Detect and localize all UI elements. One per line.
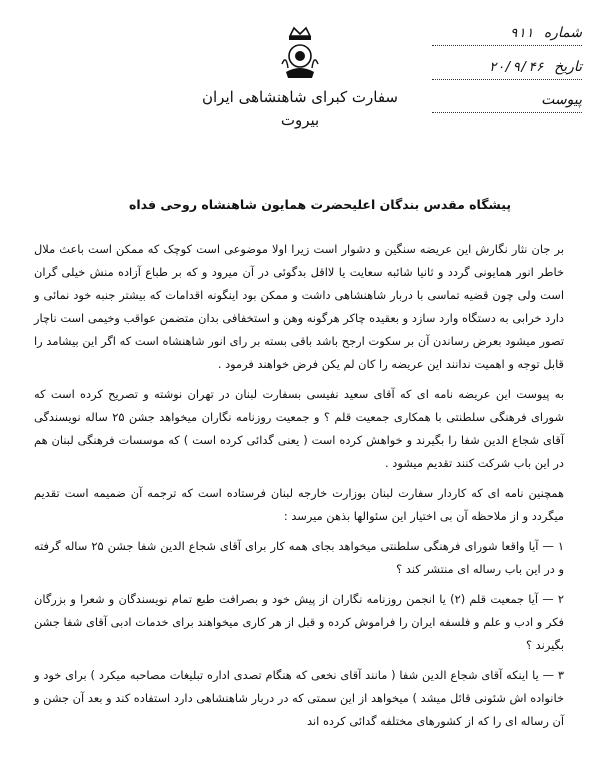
question-1: ۱ — آیا واقعا شورای فرهنگی سلطنتی میخواهد بجای همه کار برای آقای شجاع الدین شفا جشن ۲۵ ساله گرفته و در این باب رساله ای منتشر کند ؟ — [34, 539, 564, 576]
body-paragraph-3: همچنین نامه ای که کاردار سفارت لبنان بوزارت خارجه لبنان فرستاده است که ترجمه آن ضمیمه است تقدیم میگردد و از ملاحظه آن بی اختیار این سئوالها بذهن میرسد : — [34, 486, 564, 523]
embassy-name: سفارت کبرای شاهنشاهی ایران — [202, 88, 398, 106]
letter-body — [34, 238, 564, 740]
question-3: ۳ — یا اینکه آقای شجاع الدین شفا ( مانند آقای نخعی که هنگام تصدی اداره تبلیغات مصاحبه میکرد ) برای خود و خانواده اش شئونی قائل میشد ) میخواهد از این سمتی که در دربار شاهنشاهی دارد استفاده کند و بعد آن جشن و آن رساله ای را که از کشورهای مختلفه گدائی کرده اند — [34, 668, 564, 728]
reference-number-label: شماره — [543, 25, 582, 41]
body-paragraph-1: بر جان نثار نگارش این عریضه سنگین و دشوار است زیرا اولا موضوعی است کوچک که ممکن است باعث ملال خاطر انور همایونی گردد و ثانیا شائبه سعایت یا لااقل بدگوئی در آن میرود و که بر طباع آزاده منش خیلی گران است ولی چون قضیه تماسی با دربار شاهنشاهی داشت و ممکن بود اینگونه اقدامات که بیشتر جنبه خود نمائی و دارد خرابی به دستگاه وارد سازد و بعقیده چاکر هرگونه وهن و استخفافی بدان متضمن عواقب وخیمی است ناچار تصور میشود بعرض رساندن آن بر سکوت ارجح باشد باقی بسته بر رای انور شاهنشاه است که اگر این بیشامد را قابل توجه و اهمیت ندانند این عریضه را کان لم یکن فرض خواهند فرمود . — [34, 242, 564, 371]
reference-date-label: تاریخ — [554, 59, 582, 75]
question-2: ۲ — آیا جمعیت قلم (۲) یا انجمن روزنامه نگاران از پیش خود و بصرافت طبع تمام نویسندگان و شعرا و بزرگان فکر و ادب و علم و فلسفه ایران را فراموش کرده و قبل از هر کاری میخواهند برای خدمات ادبی آقای شفا جشن بگیرند ؟ — [34, 592, 564, 652]
embassy-city: بیروت — [280, 111, 320, 129]
reference-number-value: ۹۱۱ — [509, 26, 534, 41]
addressee-line: پیشگاه مقدس بندگان اعلیحضرت همایون شاهنشاه روحی فداه — [128, 197, 512, 212]
reference-date-value: ۲۰/۹/۴۶ — [488, 60, 544, 75]
reference-number — [432, 25, 582, 46]
reference-date — [432, 59, 582, 80]
body-paragraph-2: به پیوست این عریضه نامه ای که آقای سعید نفیسی بسفارت لبنان در تهران نوشته و تصریح کرده است که شورای فرهنگی سلطنتی با همکاری جمعیت قلم ؟ و جمعیت روزنامه نگاران میخواهد جشن ۲۵ ساله نویسندگی آقای شجاع الدین شفا را بگیرند و خواهش کرده است ( یعنی گدائی کرده است ) که موسسات فرهنگی لبنان هم در این باب شرکت کنند تقدیم میشود . — [34, 387, 564, 470]
lion-and-sun-crown-emblem-icon — [278, 24, 322, 84]
reference-attachment — [432, 92, 582, 113]
reference-attachment-label: پیوست — [541, 92, 582, 108]
